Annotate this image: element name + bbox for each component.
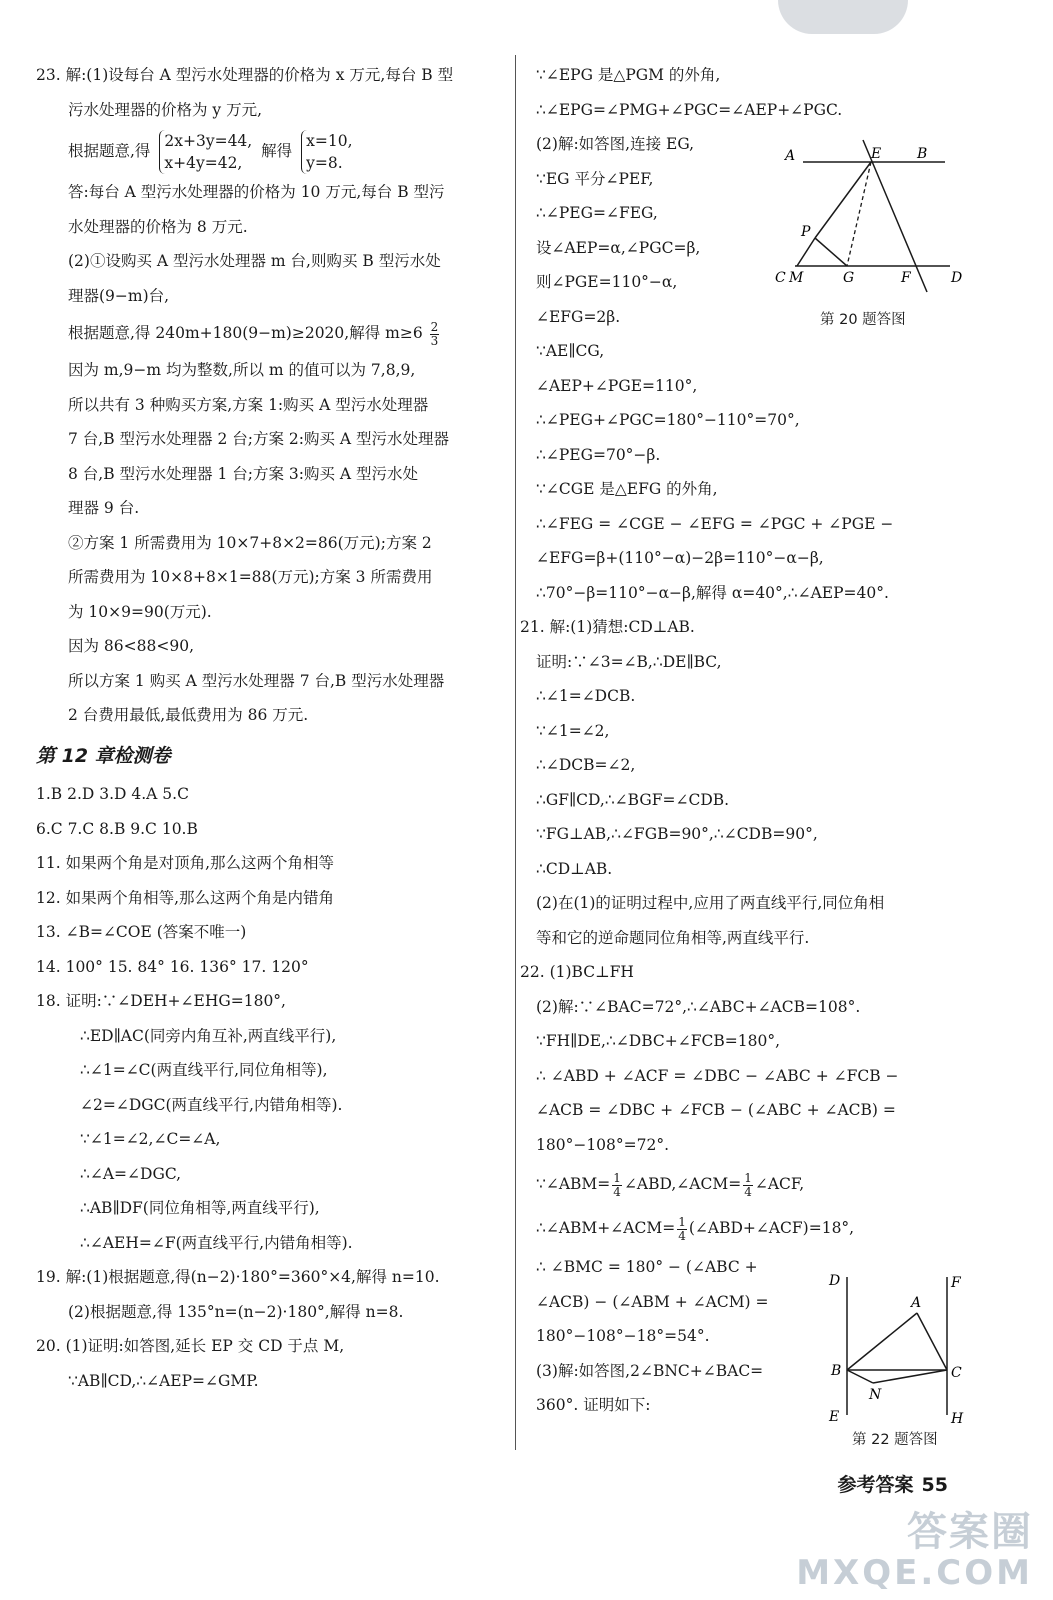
q22-sum-text: ∴∠ABM+∠ACM= <box>536 1219 676 1237</box>
corner-logo-badge <box>778 0 908 34</box>
q23-system-line <box>36 127 502 175</box>
q22-abm-text: ∠ACF, <box>754 1175 805 1193</box>
fraction-denominator: 4 <box>744 1184 752 1199</box>
segment-nc <box>873 1370 947 1383</box>
q21-line: ∴CD⊥AB. <box>536 859 613 878</box>
q23-eq-2: x+4y=42, <box>164 154 243 172</box>
q21-line: ∴∠1=∠DCB. <box>536 687 636 705</box>
q23-line: (2)①设购买 A 型污水处理器 m 台,则购买 B 型污水处 <box>68 252 441 270</box>
figure-20-diagram <box>775 130 975 300</box>
q23-sol-2: y=8. <box>306 154 343 172</box>
q21-line: 证明:∵∠3=∠B,∴DE∥BC, <box>536 652 722 671</box>
q20-line: ∵AB∥CD,∴∠AEP=∠GMP. <box>68 1371 259 1390</box>
q18-line: ∠2=∠DGC(两直线平行,内错角相等). <box>80 1095 343 1114</box>
fraction-numerator: 1 <box>678 1214 686 1229</box>
q20-line: ∵∠EPG 是△PGM 的外角, <box>536 66 721 84</box>
fig20-label-g: G <box>843 270 855 286</box>
figure-22-diagram <box>825 1265 975 1425</box>
q18-line: ∵∠1=∠2,∠C=∠A, <box>80 1130 221 1148</box>
fraction-denominator: 3 <box>430 333 439 348</box>
q21-line: ∴∠DCB=∠2, <box>536 756 636 774</box>
q22-line: ∴ ∠BMC = 180° − (∠ABC + <box>536 1258 758 1276</box>
q20-line: ∵AE∥CG, <box>536 342 605 360</box>
q22-line: (2)解:∵∠BAC=72°,∴∠ABC+∠ACB=108°. <box>536 997 861 1016</box>
answer-line: 13. ∠B=∠COE (答案不唯一) <box>36 923 247 941</box>
footer-title: 参考答案 <box>837 1474 914 1496</box>
answer-line: 12. 如果两个角相等,那么这两个角是内错角 <box>36 888 335 907</box>
fraction-numerator: 1 <box>744 1170 752 1185</box>
fig20-label-b: B <box>917 146 928 162</box>
q22-sum-text: (∠ABD+∠ACF)=18°, <box>688 1219 855 1237</box>
quarter-fraction <box>743 1172 753 1199</box>
q23-sol-1: x=10, <box>306 132 353 150</box>
q20-line: ∠EFG=2β. <box>536 307 621 326</box>
fig22-label-f: F <box>951 1275 961 1291</box>
q23-line-2: 污水处理器的价格为 y 万元, <box>68 100 263 119</box>
q23-line: 所以共有 3 种购买方案,方案 1:购买 A 型污水处理器 <box>68 395 429 414</box>
q23-line: 所需费用为 10×8+8×1=88(万元);方案 3 所需费用 <box>68 568 433 586</box>
q20-line: ∠EFG=β+(110°−α)−2β=110°−α−β, <box>536 549 824 567</box>
fig20-label-a: A <box>785 148 796 164</box>
fraction-numerator: 2 <box>430 319 439 334</box>
page-number: 55 <box>921 1474 948 1496</box>
q22-line: ∵FH∥DE,∴∠DBC+∠FCB=180°, <box>536 1032 781 1050</box>
fig22-label-c: C <box>951 1365 962 1381</box>
fraction-numerator: 1 <box>613 1170 621 1185</box>
q23-line: 因为 m,9−m 均为整数,所以 m 的值可以为 7,8,9, <box>68 361 416 379</box>
q23-line: ②方案 1 所需费用为 10×7+8×2=86(万元);方案 2 <box>68 533 432 552</box>
q21-line: (2)在(1)的证明过程中,应用了两直线平行,同位角相 <box>536 894 885 912</box>
column-divider <box>515 55 516 1450</box>
q23-inequality-line <box>36 313 502 353</box>
q23-equation-system <box>159 130 252 174</box>
q23-line: 为 10×9=90(万元). <box>68 602 212 621</box>
q22-abm-text: ∠ABD,∠ACM= <box>623 1175 742 1193</box>
answer-line: 6.C 7.C 8.B 9.C 10.B <box>36 819 198 838</box>
q21-line: ∵FG⊥AB,∴∠FGB=90°,∴∠CDB=90°, <box>536 825 818 843</box>
q20-line: ∴70°−β=110°−α−β,解得 α=40°,∴∠AEP=40°. <box>536 583 889 602</box>
q22-abm-line <box>536 1162 986 1206</box>
q23-line: 答:每台 A 型污水处理器的价格为 10 万元,每台 B 型污 <box>68 183 445 201</box>
q20-line: ∴∠PEG+∠PGC=180°−110°=70°, <box>536 411 800 429</box>
q23-line: 水处理器的价格为 8 万元. <box>68 217 248 236</box>
segment-ac <box>917 1313 947 1370</box>
segment-ba <box>847 1313 917 1370</box>
quarter-fraction <box>612 1172 622 1199</box>
q22-line: (3)解:如答图,2∠BNC+∠BAC= <box>536 1361 764 1380</box>
q22-abm-text: ∵∠ABM= <box>536 1175 611 1193</box>
q23-line: 所以方案 1 购买 A 型污水处理器 7 台,B 型污水处理器 <box>68 671 445 690</box>
q18-line: ∴∠A=∠DGC, <box>80 1164 182 1183</box>
q23-line: 2 台费用最低,最低费用为 86 万元. <box>68 706 309 724</box>
q23-line: 7 台,B 型污水处理器 2 台;方案 2:购买 A 型污水处理器 <box>68 430 450 448</box>
q18-line: ∴∠1=∠C(两直线平行,同位角相等), <box>80 1061 328 1079</box>
q23-line: 8 台,B 型污水处理器 1 台;方案 3:购买 A 型污水处 <box>68 464 419 483</box>
q22-line: ∠ACB) − (∠ABM + ∠ACM) = <box>536 1292 769 1311</box>
q23-fraction <box>430 321 440 348</box>
fig20-label-m: M <box>789 270 804 286</box>
q21-line: ∴GF∥CD,∴∠BGF=∠CDB. <box>536 790 730 809</box>
q22-line: 180°−108°=72°. <box>536 1135 670 1154</box>
q23-line-1: 23. 解:(1)设每台 A 型污水处理器的价格为 x 万元,每台 B 型 <box>36 66 454 84</box>
left-column <box>36 58 502 1398</box>
fig22-label-a: A <box>911 1295 922 1311</box>
answer-line: 1.B 2.D 3.D 4.A 5.C <box>36 785 189 803</box>
line-ef <box>863 140 927 292</box>
q20-line: ∵∠CGE 是△EFG 的外角, <box>536 480 718 498</box>
q22-line: ∠ACB = ∠DBC + ∠FCB − (∠ABC + ∠ACB) = <box>536 1101 896 1119</box>
segment-pg <box>815 238 847 266</box>
segment-bn <box>847 1370 873 1383</box>
figure-22-caption: 第 22 题答图 <box>852 1432 938 1448</box>
fraction-denominator: 4 <box>678 1228 686 1243</box>
fig22-label-h: H <box>951 1411 964 1425</box>
q18-line: 18. 证明:∵∠DEH+∠EHG=180°, <box>36 992 286 1010</box>
segment-pm <box>797 238 815 266</box>
q19-line: (2)根据题意,得 135°n=(n−2)·180°,解得 n=8. <box>68 1302 404 1321</box>
fig20-label-f: F <box>901 270 911 286</box>
q22-line: 22. (1)BC⊥FH <box>520 963 634 981</box>
fig22-label-b: B <box>831 1363 842 1379</box>
fraction-denominator: 4 <box>613 1184 621 1199</box>
q20-line: ∴∠EPG=∠PMG+∠PGC=∠AEP+∠PGC. <box>536 100 843 119</box>
q23-eq-1: 2x+3y=44, <box>164 132 253 150</box>
page-footer <box>838 1470 948 1497</box>
q23-line: 因为 86<88<90, <box>68 637 194 655</box>
fig22-label-d: D <box>829 1273 841 1289</box>
q20-line: ∴∠PEG=∠FEG, <box>536 204 658 222</box>
q20-line: 20. (1)证明:如答图,延长 EP 交 CD 于点 M, <box>36 1337 345 1355</box>
fig22-label-n: N <box>869 1387 882 1403</box>
q20-line: (2)解:如答图,连接 EG, <box>536 135 695 153</box>
q23-inequality: 根据题意,得 240m+180(9−m)≥2020,解得 m≥6 <box>68 324 423 342</box>
q20-line: ∠AEP+∠PGE=110°, <box>536 376 698 395</box>
q23-system-prefix: 根据题意,得 <box>68 142 151 160</box>
q20-line: ∵EG 平分∠PEF, <box>536 169 654 188</box>
q20-line: 则∠PGE=110°−α, <box>536 273 678 291</box>
section-heading: 第 12 章检测卷 <box>36 744 171 767</box>
fig22-label-e: E <box>829 1409 840 1425</box>
watermark-url: MXQE.COM <box>796 1553 1033 1593</box>
quarter-fraction <box>677 1216 687 1243</box>
q23-line: 理器 9 台. <box>68 499 140 517</box>
q18-line: ∴AB∥DF(同位角相等,两直线平行), <box>80 1199 320 1217</box>
q20-line: ∴∠PEG=70°−β. <box>536 445 661 464</box>
q22-sum-line <box>536 1206 986 1250</box>
q21-line: 21. 解:(1)猜想:CD⊥AB. <box>520 618 695 636</box>
fig20-label-e: E <box>871 146 882 162</box>
q19-line: 19. 解:(1)根据题意,得(n−2)·180°=360°×4,解得 n=10. <box>36 1268 440 1286</box>
fig20-label-c: C <box>775 270 786 286</box>
q23-solve-word: 解得 <box>261 142 293 160</box>
fig20-label-d: D <box>951 270 963 286</box>
q20-line: 设∠AEP=α,∠PGC=β, <box>536 238 701 257</box>
q23-line: 理器(9−m)台, <box>68 286 170 305</box>
q23-solution-system <box>301 130 352 174</box>
q22-line: ∴ ∠ABD + ∠ACF = ∠DBC − ∠ABC + ∠FCB − <box>536 1066 899 1085</box>
fig20-label-p: P <box>801 224 811 240</box>
figure-20-caption: 第 20 题答图 <box>820 312 906 328</box>
q21-line: 等和它的逆命题同位角相等,两直线平行. <box>536 928 810 947</box>
q22-line: 360°. 证明如下: <box>536 1396 651 1414</box>
q18-line: ∴ED∥AC(同旁内角互补,两直线平行), <box>80 1026 337 1045</box>
q18-line: ∴∠AEH=∠F(两直线平行,内错角相等). <box>80 1233 353 1252</box>
answer-line: 14. 100° 15. 84° 16. 136° 17. 120° <box>36 957 309 976</box>
watermark-logo: 答案圈 <box>907 1509 1033 1555</box>
q21-line: ∵∠1=∠2, <box>536 721 610 740</box>
answer-line: 11. 如果两个角是对顶角,那么这两个角相等 <box>36 854 335 872</box>
q22-line: 180°−108°−18°=54°. <box>536 1327 710 1345</box>
q20-line: ∴∠FEG = ∠CGE − ∠EFG = ∠PGC + ∠PGE − <box>536 514 894 533</box>
